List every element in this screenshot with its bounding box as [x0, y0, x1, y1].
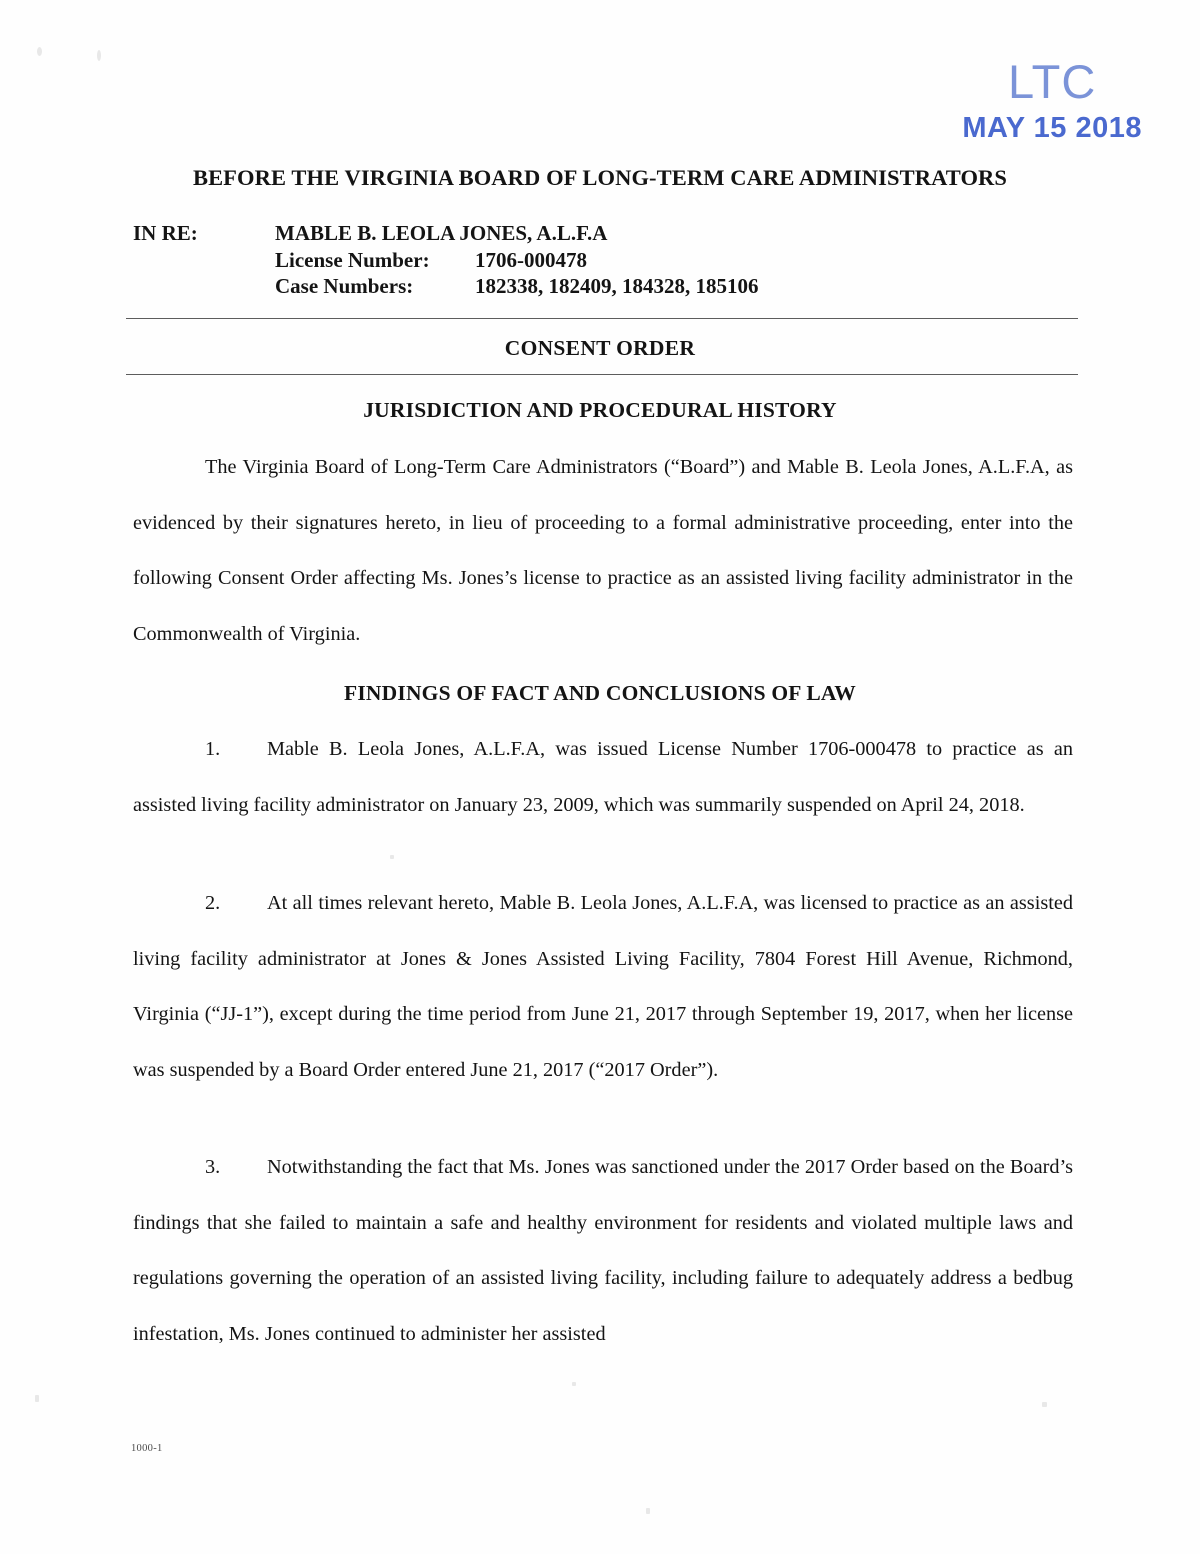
license-number-label: License Number: — [275, 247, 430, 272]
scan-speckle — [97, 50, 101, 61]
finding-number-1: 1. — [205, 738, 221, 760]
respondent-name: MABLE B. LEOLA JONES, A.L.F.A — [275, 221, 608, 245]
stamp-date-label: MAY 15 2018 — [962, 112, 1142, 144]
section-heading-findings: FINDINGS OF FACT AND CONCLUSIONS OF LAW — [344, 681, 856, 705]
caption-row-name — [133, 220, 1080, 247]
case-numbers-label: Case Numbers: — [275, 274, 414, 298]
finding-paragraph-1 — [133, 722, 1073, 833]
finding-item — [133, 876, 1073, 1098]
section-heading-jurisdiction: JURISDICTION AND PROCEDURAL HISTORY — [363, 398, 837, 422]
scan-speckle — [572, 1382, 576, 1386]
stamp-agency-label: LTC — [1008, 55, 1097, 108]
scan-speckle — [646, 1508, 650, 1514]
received-stamp — [962, 55, 1142, 144]
finding-paragraph-3 — [133, 1140, 1073, 1362]
finding-item — [133, 1140, 1073, 1362]
scan-speckle — [35, 1395, 39, 1402]
finding-item — [133, 722, 1073, 833]
case-numbers-value: 182338, 182409, 184328, 185106 — [475, 274, 759, 298]
case-caption — [133, 220, 1080, 300]
caption-row-cases — [133, 273, 1080, 300]
finding-paragraph-2 — [133, 876, 1073, 1098]
footer-document-code: 1000-1 — [131, 1443, 163, 1454]
finding-number-3: 3. — [205, 1156, 221, 1178]
scan-speckle — [1042, 1402, 1047, 1407]
scan-speckle — [390, 855, 394, 859]
finding-text-3: Notwithstanding the fact that Ms. Jones was sanctioned under the 2017 Order based on the Board’s findings that she failed to maintain a safe and healthy environment for residents and violated multiple laws and regulations governing the operation of an assisted living facility, including failure to adequately address a bedbug infestation, Ms. Jones continued to administer her assisted — [133, 1156, 1073, 1345]
page-title: BEFORE THE VIRGINIA BOARD OF LONG-TERM CARE ADMINISTRATORS — [192, 165, 1008, 190]
finding-text-1: Mable B. Leola Jones, A.L.F.A, was issued License Number 1706-000478 to practice as an assisted living facility administrator on January 23, 2009, which was summarily suspended on April 24, 2018. — [133, 738, 1073, 816]
in-re-tag: IN RE: — [133, 221, 198, 245]
finding-number-2: 2. — [205, 892, 221, 914]
jurisdiction-paragraph: The Virginia Board of Long-Term Care Administrators (“Board”) and Mable B. Leola Jones, A.L.F.A, as evidenced by their signatures hereto, in lieu of proceeding to a formal administrative proceeding, enter into the following Consent Order affecting Ms. Jones’s license to practice as an assisted living facility administrator in the Commonwealth of Virginia. — [133, 456, 1073, 645]
caption-row-license — [133, 247, 1080, 274]
divider-above-order-title — [126, 318, 1078, 319]
divider-below-order-title — [126, 374, 1078, 375]
order-title: CONSENT ORDER — [504, 336, 696, 360]
finding-text-2: At all times relevant hereto, Mable B. Leola Jones, A.L.F.A, was licensed to practice as an assisted living facility administrator at Jones & Jones Assisted Living Facility, 7804 Forest Hill Avenue, Richmond, Virginia (“JJ-1”), except during the time period from June 21, 2017 through September 19, 2017, when her license was suspended by a Board Order entered June 21, 2017 (“2017 Order”). — [133, 892, 1073, 1081]
license-number-value: 1706-000478 — [475, 247, 587, 272]
jurisdiction-body — [133, 440, 1073, 662]
scan-speckle — [37, 47, 42, 56]
